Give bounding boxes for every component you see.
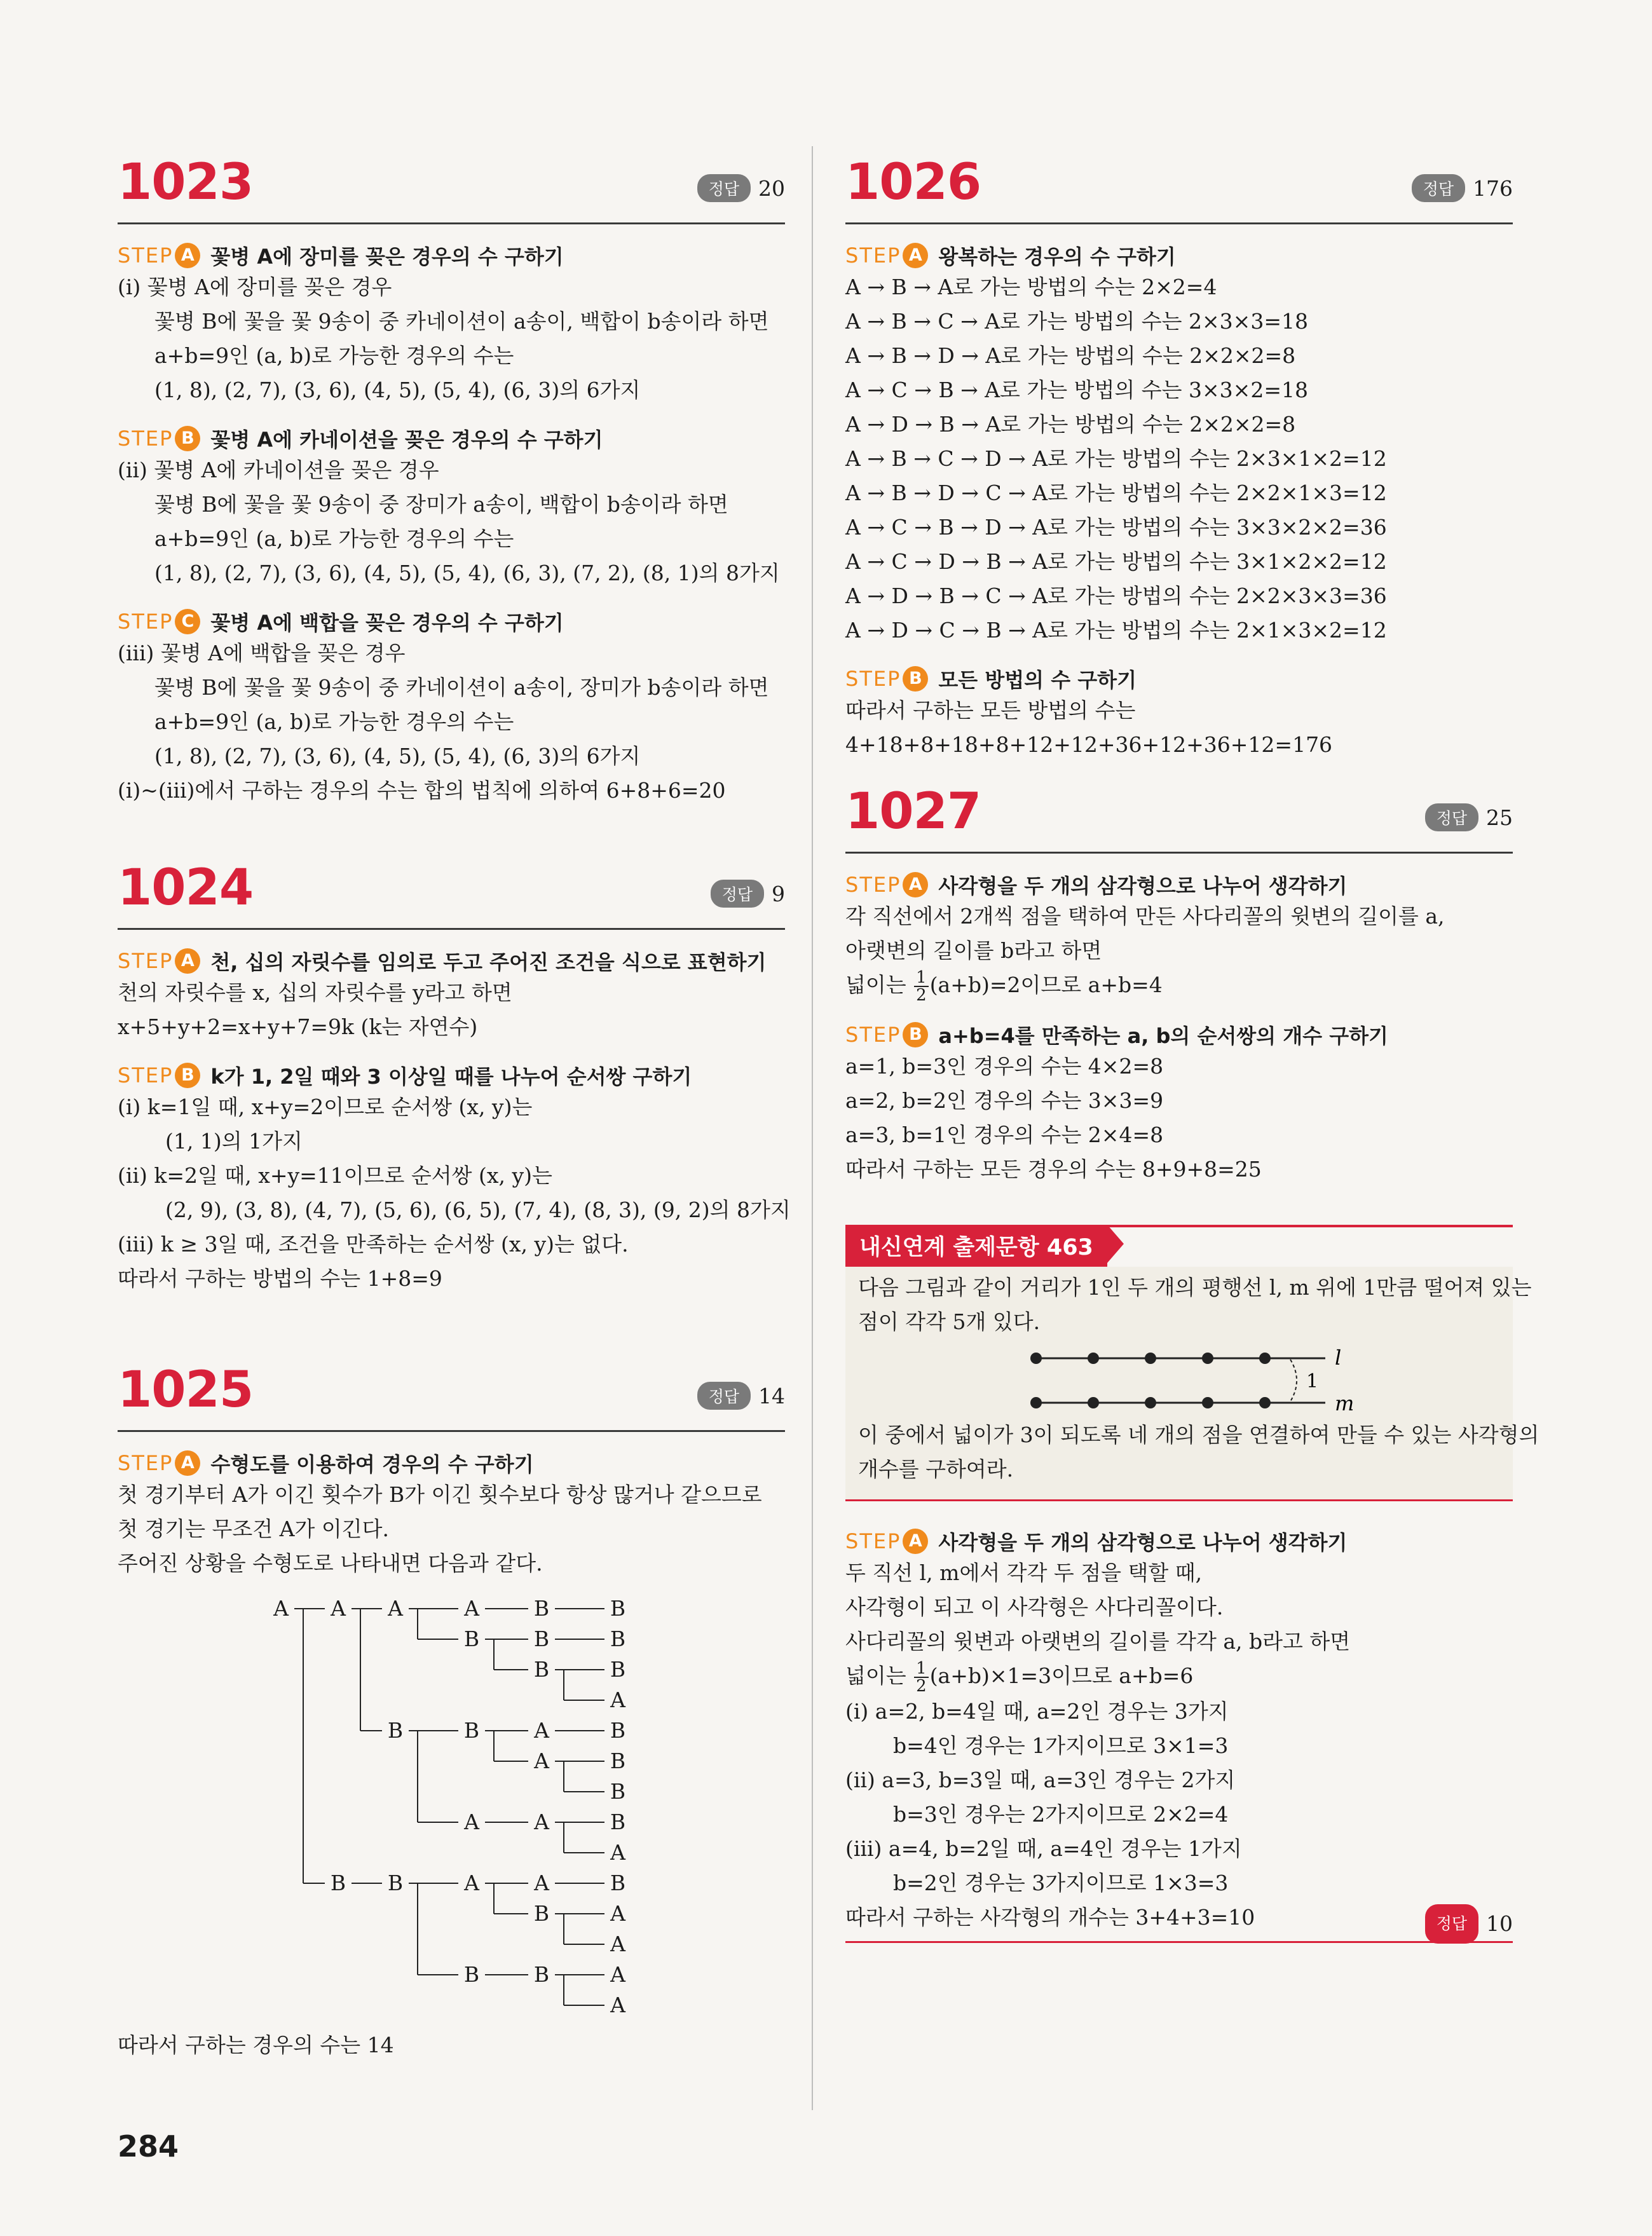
tree-diagram (118, 1583, 753, 2022)
answer-badge: 정답 (1412, 174, 1465, 202)
solution-line: A → C → D → B → A로 가는 방법의 수는 3×1×2×2=12 (845, 549, 1387, 574)
step-heading: STEP B 꽃병 A에 카네이션을 꽂은 경우의 수 구하기 (118, 426, 603, 452)
problem-header (845, 782, 1513, 854)
solution-line: 꽃병 B에 꽃을 꽃 9송이 중 카네이션이 a송이, 백합이 b송이라 하면 (154, 309, 769, 334)
tree-node: A (464, 1810, 479, 1834)
problem-number: 1023 (118, 154, 254, 211)
step-heading: STEP B k가 1, 2일 때와 3 이상일 때를 나누어 순서쌍 구하기 (118, 1063, 692, 1089)
step-heading: STEP A 천, 십의 자릿수를 임의로 두고 주어진 조건을 식으로 표현하기 (118, 949, 767, 974)
tree-node: B (387, 1871, 404, 1895)
solution-line: 4+18+8+18+8+12+12+36+12+36+12=176 (845, 732, 1333, 757)
answer-badge: 정답 (1425, 803, 1478, 831)
problem-line: 개수를 구하여라. (858, 1457, 1014, 1482)
step-heading: STEP B a+b=4를 만족하는 a, b의 순서쌍의 개수 구하기 (845, 1023, 1388, 1048)
problem-1024 (118, 858, 791, 1296)
step-heading: STEP B 모든 방법의 수 구하기 (845, 667, 1137, 692)
tree-node: B (610, 1718, 626, 1743)
tree-node: B (610, 1810, 626, 1834)
solution-line: (1, 1)의 1가지 (165, 1129, 303, 1154)
problem-line: 점이 각각 5개 있다. (858, 1309, 1041, 1334)
solution-line: 꽃병 B에 꽃을 꽃 9송이 중 장미가 a송이, 백합이 b송이라 하면 (154, 492, 728, 517)
solution-line: a+b=9인 (a, b)로 가능한 경우의 수는 (154, 709, 514, 734)
solution-line: 따라서 구하는 방법의 수는 1+8=9 (118, 1266, 442, 1291)
solution-line: A → B → C → A로 가는 방법의 수는 2×3×3=18 (845, 309, 1308, 334)
tree-node: B (533, 1657, 550, 1682)
tree-node: A (610, 1993, 625, 2017)
fraction-half: $\frac{1}{2}$ (914, 1660, 929, 1694)
problem-number: 1024 (118, 859, 254, 917)
tree-node: B (463, 1626, 480, 1651)
svg-text:m: m (1335, 1391, 1355, 1415)
problem-1025 (118, 1360, 785, 2062)
answer-badge: 정답 (711, 880, 764, 908)
tree-node: B (610, 1657, 626, 1682)
solution-line: b=4인 경우는 1가지이므로 3×1=3 (893, 1733, 1229, 1758)
parallel-lines-figure (858, 1339, 1500, 1415)
solution-line: A → B → D → A로 가는 방법의 수는 2×2×2=8 (845, 343, 1296, 368)
answer-badge: 정답 (1425, 1904, 1478, 1944)
answer-value: 20 (758, 175, 785, 201)
answer-box (1425, 803, 1513, 831)
step-letter-icon: A (903, 872, 928, 897)
solution-line: a=1, b=3인 경우의 수는 4×2=8 (845, 1054, 1164, 1079)
step-heading: STEP A 꽃병 A에 장미를 꽂은 경우의 수 구하기 (118, 243, 564, 269)
solution-line: A → B → D → C → A로 가는 방법의 수는 2×2×1×3=12 (845, 481, 1387, 505)
tree-node: B (610, 1749, 626, 1773)
svg-text:l: l (1335, 1346, 1342, 1370)
solution-line: 아랫변의 길이를 b라고 하면 (845, 938, 1102, 963)
solution-line: 따라서 구하는 경우의 수는 14 (118, 2033, 394, 2057)
step-heading: STEP A 왕복하는 경우의 수 구하기 (845, 243, 1176, 269)
tree-node: B (463, 1718, 480, 1743)
answer-value: 25 (1486, 805, 1513, 830)
tree-node: B (610, 1871, 626, 1895)
svg-text:1: 1 (1306, 1370, 1319, 1393)
tree-node: A (273, 1596, 289, 1621)
solution-line: 각 직선에서 2개씩 점을 택하여 만든 사다리꼴의 윗변의 길이를 a, (845, 904, 1445, 929)
tree-node: A (388, 1596, 403, 1621)
column-divider (812, 146, 813, 2110)
answer-box (1412, 174, 1513, 202)
tree-node: A (534, 1810, 549, 1834)
solution-line: (ⅱ) k=2일 때, x+y=11이므로 순서쌍 (x, y)는 (118, 1163, 552, 1188)
solution-line: (1, 8), (2, 7), (3, 6), (4, 5), (5, 4), (6, 3)의 6가지 (154, 744, 641, 768)
tree-node: A (610, 1932, 625, 1956)
solution-line: a+b=9인 (a, b)로 가능한 경우의 수는 (154, 343, 514, 368)
problem-header (118, 153, 785, 224)
fraction-half: $\frac{1}{2}$ (914, 969, 929, 1004)
step-letter-icon: B (175, 1063, 200, 1088)
tree-node: A (464, 1596, 479, 1621)
naesin-end-rule (845, 1941, 1513, 1943)
solution-line: 천의 자릿수를 x, 십의 자릿수를 y라고 하면 (118, 980, 512, 1005)
tree-node: A (610, 1840, 625, 1865)
naesin-box (845, 1225, 1539, 1501)
tree-connector-lines (118, 1583, 753, 2022)
problem-number: 1025 (118, 1361, 254, 1419)
solution-line: (ⅱ) 꽃병 A에 카네이션을 꽂은 경우 (118, 458, 439, 482)
solution-line: (ⅱ) a=3, b=3일 때, a=3인 경우는 2가지 (845, 1768, 1236, 1792)
step-letter-icon: A (903, 1529, 928, 1554)
answer-value: 9 (772, 881, 785, 906)
answer-value: 14 (758, 1383, 785, 1408)
solution-line: 첫 경기는 무조건 A가 이긴다. (118, 1517, 389, 1541)
solution-line: 사다리꼴의 윗변과 아랫변의 길이를 각각 a, b라고 하면 (845, 1629, 1351, 1654)
tree-node: B (463, 1962, 480, 1987)
solution-line: 두 직선 l, m에서 각각 두 점을 택할 때, (845, 1560, 1203, 1585)
solution-line: 따라서 구하는 모든 방법의 수는 (845, 698, 1136, 723)
solution-line: (1, 8), (2, 7), (3, 6), (4, 5), (5, 4), (6, 3)의 6가지 (154, 378, 641, 402)
answer-box (697, 174, 785, 202)
solution-line: a+b=9인 (a, b)로 가능한 경우의 수는 (154, 526, 514, 551)
problem-line: 이 중에서 넓이가 3이 되도록 네 개의 점을 연결하여 만들 수 있는 사각형의 (858, 1422, 1539, 1447)
tree-node: A (331, 1596, 346, 1621)
step-letter-icon: C (175, 609, 200, 634)
answer-badge: 정답 (697, 1382, 751, 1410)
answer-value: 10 (1486, 1911, 1513, 1936)
solution-line: (ⅰ)~(ⅲ)에서 구하는 경우의 수는 합의 법칙에 의하여 6+8+6=20 (118, 778, 726, 803)
solution-line: A → D → B → C → A로 가는 방법의 수는 2×2×3×3=36 (845, 583, 1387, 608)
tree-node: A (534, 1749, 549, 1773)
solution-line: (ⅲ) a=4, b=2일 때, a=4인 경우는 1가지 (845, 1836, 1242, 1861)
problem-number: 1027 (845, 783, 981, 840)
answer-box (1425, 1904, 1513, 1944)
problem-line: 다음 그림과 같이 거리가 1인 두 개의 평행선 l, m 위에 1만큼 떨어져 있는 (858, 1275, 1532, 1300)
step-letter-icon: A (175, 948, 200, 974)
problem-1026 (845, 153, 1513, 762)
tree-node: A (610, 1901, 625, 1926)
solution-line: 넓이는 $\frac{1}{2}$ (a+b)=2이므로 a+b=4 (845, 968, 1163, 1005)
tree-node: A (534, 1718, 549, 1743)
tree-node: B (533, 1626, 550, 1651)
solution-line: 넓이는 $\frac{1}{2}$ (a+b)×1=3이므로 a+b=6 (845, 1659, 1194, 1696)
solution-line: (2, 9), (3, 8), (4, 7), (5, 6), (6, 5), (7, 4), (8, 3), (9, 2)의 8가지 (165, 1197, 791, 1222)
problem-number: 1026 (845, 154, 981, 211)
step-letter-icon: A (175, 243, 200, 268)
step-heading: STEP A 사각형을 두 개의 삼각형으로 나누어 생각하기 (845, 873, 1348, 898)
solution-line: b=3인 경우는 2가지이므로 2×2=4 (893, 1802, 1229, 1827)
problem-header (845, 153, 1513, 224)
step-heading: STEP A 사각형을 두 개의 삼각형으로 나누어 생각하기 (845, 1529, 1348, 1555)
solution-line: A → D → B → A로 가는 방법의 수는 2×2×2=8 (845, 412, 1296, 437)
solution-line: (ⅰ) a=2, b=4일 때, a=2인 경우는 3가지 (845, 1699, 1229, 1724)
solution-line: 첫 경기부터 A가 이긴 횟수가 B가 이긴 횟수보다 항상 많거나 같으므로 (118, 1482, 762, 1507)
solution-line: A → C → B → D → A로 가는 방법의 수는 3×3×2×2=36 (845, 515, 1387, 540)
solution-line: (ⅲ) 꽃병 A에 백합을 꽂은 경우 (118, 641, 406, 665)
tree-node: B (610, 1779, 626, 1804)
solution-line: a=2, b=2인 경우의 수는 3×3=9 (845, 1088, 1164, 1113)
solution-line: 꽃병 B에 꽃을 꽃 9송이 중 카네이션이 a송이, 장미가 b송이라 하면 (154, 675, 769, 700)
solution-line: 사각형이 되고 이 사각형은 사다리꼴이다. (845, 1595, 1224, 1619)
tree-node: B (533, 1596, 550, 1621)
solution-line: A → D → C → B → A로 가는 방법의 수는 2×1×3×2=12 (845, 618, 1387, 643)
solution-line: (ⅲ) k ≥ 3일 때, 조건을 만족하는 순서쌍 (x, y)는 없다. (118, 1232, 629, 1257)
solution-line: A → C → B → A로 가는 방법의 수는 3×3×2=18 (845, 378, 1308, 402)
solution-line: b=2인 경우는 3가지이므로 1×3=3 (893, 1871, 1229, 1895)
step-heading: STEP A 수형도를 이용하여 경우의 수 구하기 (118, 1451, 534, 1476)
step-letter-icon: B (903, 1022, 928, 1047)
solution-line: (ⅰ) 꽃병 A에 장미를 꽂은 경우 (118, 275, 392, 299)
solution-line: 따라서 구하는 모든 경우의 수는 8+9+8=25 (845, 1157, 1262, 1182)
tree-node: B (610, 1596, 626, 1621)
solution-line: x+5+y+2=x+y+7=9k (k는 자연수) (118, 1014, 478, 1039)
solution-line: a=3, b=1인 경우의 수는 2×4=8 (845, 1122, 1164, 1147)
tree-node: A (610, 1962, 625, 1987)
tree-node: B (533, 1962, 550, 1987)
tree-node: A (534, 1871, 549, 1895)
answer-value: 176 (1473, 175, 1513, 201)
step-letter-icon: A (175, 1450, 200, 1476)
naesin-label: 내신연계 출제문항 463 (845, 1225, 1107, 1267)
step-letter-icon: A (903, 243, 928, 268)
problem-1027 (845, 782, 1539, 1943)
solution-line: (ⅰ) k=1일 때, x+y=2이므로 순서쌍 (x, y)는 (118, 1094, 533, 1119)
answer-box (697, 1382, 785, 1410)
problem-1023 (118, 153, 785, 808)
solution-line: 따라서 구하는 사각형의 개수는 3+4+3=10 정답 10 (845, 1900, 1513, 1935)
solution-line: A → B → C → D → A로 가는 방법의 수는 2×3×1×2=12 (845, 446, 1387, 471)
tree-node: B (330, 1871, 346, 1895)
step-letter-icon: B (903, 666, 928, 692)
answer-badge: 정답 (697, 174, 751, 202)
tree-node: B (387, 1718, 404, 1743)
solution-line: 주어진 상황을 수형도로 나타내면 다음과 같다. (118, 1551, 543, 1576)
problem-header (118, 1360, 785, 1432)
step-heading: STEP C 꽃병 A에 백합을 꽂은 경우의 수 구하기 (118, 610, 564, 635)
naesin-problem (845, 1267, 1539, 1499)
solution-line: (1, 8), (2, 7), (3, 6), (4, 5), (5, 4), (6, 3), (7, 2), (8, 1)의 8가지 (154, 561, 780, 585)
tree-node: A (464, 1871, 479, 1895)
problem-header (118, 858, 785, 930)
answer-box (711, 880, 785, 908)
page-number: 284 (118, 2129, 179, 2164)
solution-line: A → B → A로 가는 방법의 수는 2×2=4 (845, 275, 1217, 299)
step-letter-icon: B (175, 426, 200, 451)
tree-node: B (533, 1901, 550, 1926)
tree-node: B (610, 1626, 626, 1651)
tree-node: A (610, 1687, 625, 1712)
